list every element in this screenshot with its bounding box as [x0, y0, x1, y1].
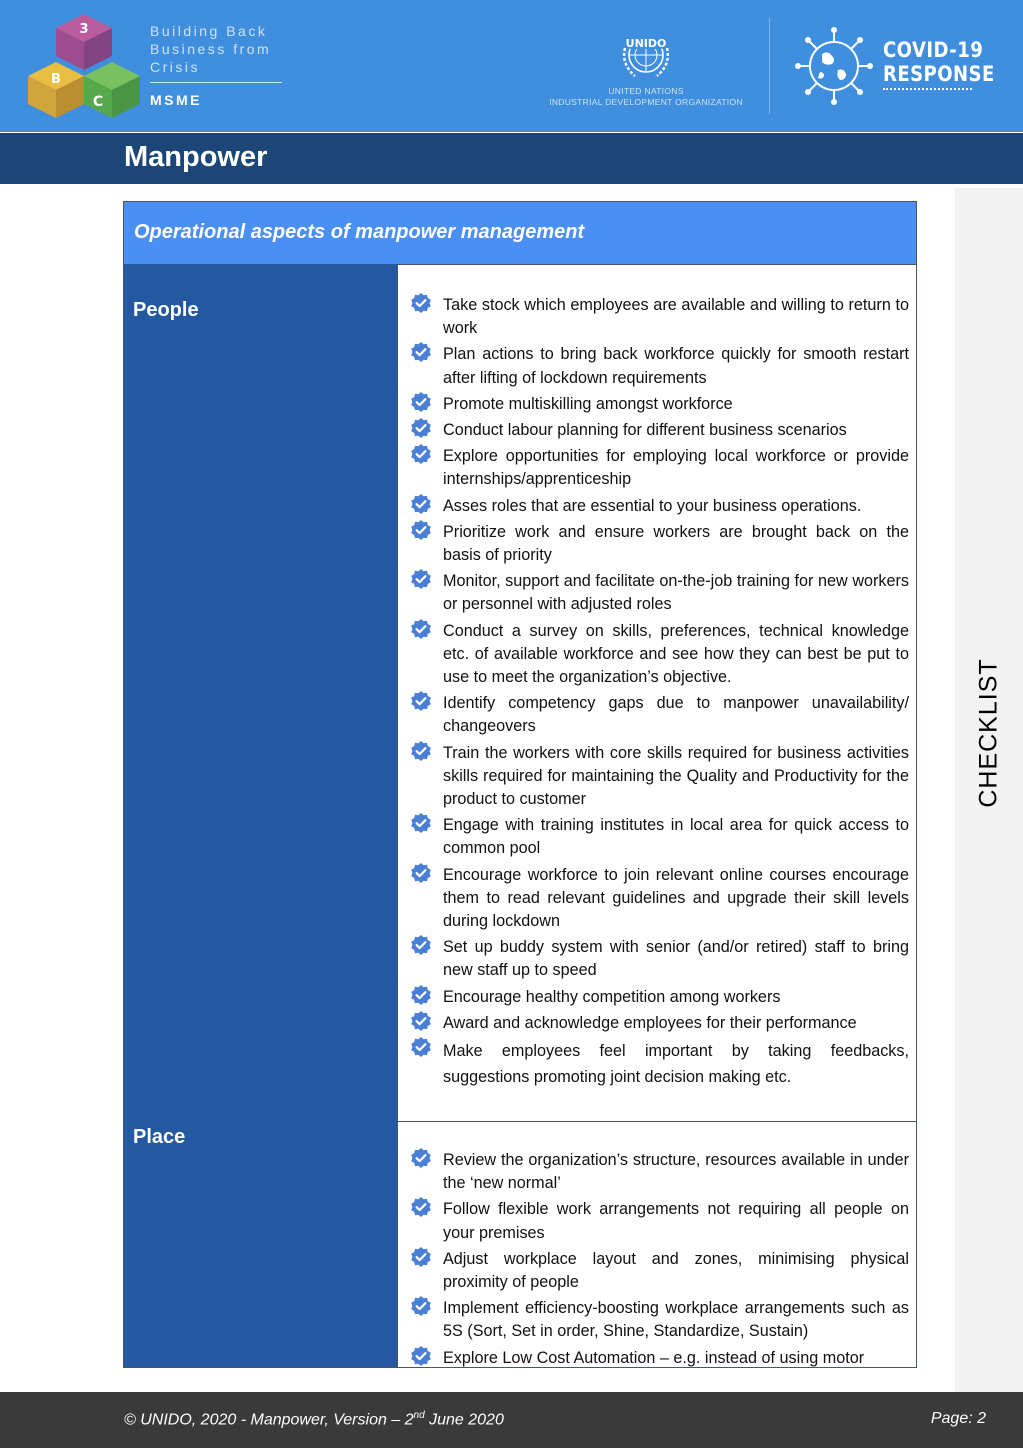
- un-emblem-icon: [617, 24, 675, 82]
- check-badge-icon: [410, 984, 432, 1006]
- list-item: Award and acknowledge employees for their performance: [410, 1012, 909, 1035]
- covid-globe-icon: [792, 24, 876, 108]
- check-badge-icon: [410, 812, 432, 834]
- check-badge-icon: [410, 1147, 432, 1169]
- people-checklist: [410, 294, 909, 1093]
- cube-logo-icon: [28, 10, 140, 122]
- check-badge-icon: [410, 443, 432, 465]
- page-title: Manpower: [124, 141, 268, 173]
- list-item: Implement efficiency-boosting workplace arrangements such as 5S (Sort, Set in order, Shine, Standardize, Sustain): [410, 1297, 909, 1343]
- check-badge-icon: [410, 292, 432, 314]
- unido-subtitle: [540, 86, 752, 108]
- list-item: Prioritize work and ensure workers are brought back on the basis of priority: [410, 521, 909, 567]
- list-item: Conduct labour planning for different business scenarios: [410, 419, 909, 442]
- check-badge-icon: [410, 391, 432, 413]
- check-badge-icon: [410, 1196, 432, 1218]
- brand-text: [150, 22, 271, 76]
- check-badge-icon: [410, 1345, 432, 1367]
- table-row-place: [124, 1121, 917, 1368]
- page-number: Page: 2: [930, 1410, 986, 1427]
- brand-line-3: Crisis: [150, 59, 200, 75]
- cube-letter-c: C: [92, 94, 104, 110]
- check-badge-icon: [410, 862, 432, 884]
- list-item: Train the workers with core skills required for business activities skills required for maintaining the Quality and Productivity for the product to customer: [410, 742, 909, 812]
- list-item: Encourage healthy competition among workers: [410, 986, 909, 1009]
- check-badge-icon: [410, 1295, 432, 1317]
- list-item: Encourage workforce to join relevant online courses encourage them to read relevant guidelines and upgrade their skill levels during lockdown: [410, 864, 909, 934]
- list-item: Explore opportunities for employing local workforce or provide internships/apprenticeship: [410, 445, 909, 491]
- brand-line-2: Business from: [150, 41, 272, 57]
- check-badge-icon: [410, 934, 432, 956]
- covid-line-1: COVID-19: [883, 38, 984, 62]
- list-item: Review the organization’s structure, resources available in under the ‘new normal’: [410, 1149, 909, 1195]
- cube-letter-3: 3: [79, 22, 89, 37]
- category-cell: [124, 1121, 398, 1368]
- unido-wordmark: UNIDO: [625, 37, 667, 50]
- check-badge-icon: [410, 493, 432, 515]
- footer-copyright: © UNIDO, 2020 - Manpower, Version – 2nd June 2020: [124, 1410, 504, 1429]
- check-badge-icon: [410, 417, 432, 439]
- list-item: Explore Low Cost Automation – e.g. instead of using motor: [410, 1347, 909, 1368]
- page-header: [0, 0, 1023, 132]
- check-badge-icon: [410, 1246, 432, 1268]
- brand-msme: MSME: [150, 92, 202, 108]
- covid-response-title: [883, 38, 995, 86]
- unido-sub-line-2: INDUSTRIAL DEVELOPMENT ORGANIZATION: [549, 97, 743, 107]
- table-header: [124, 202, 917, 265]
- cube-letter-b: B: [51, 72, 61, 87]
- category-label-people: People: [133, 299, 199, 321]
- list-item: Conduct a survey on skills, preferences, technical knowledge etc. of available workforce and see how they can best be put to use to meet the organization’s objective.: [410, 620, 909, 690]
- list-item: Asses roles that are essential to your business operations.: [410, 495, 909, 518]
- list-item: Take stock which employees are available and willing to return to work: [410, 294, 909, 340]
- list-item: Engage with training institutes in local area for quick access to common pool: [410, 814, 909, 860]
- list-item: Promote multiskilling amongst workforce: [410, 393, 909, 416]
- check-badge-icon: [410, 1010, 432, 1032]
- check-badge-icon: [410, 1036, 432, 1058]
- table-row-people: [124, 264, 917, 1122]
- checklist-label: CHECKLIST: [974, 658, 1003, 808]
- place-checklist: [410, 1149, 909, 1368]
- list-item: Adjust workplace layout and zones, minimising physical proximity of people: [410, 1248, 909, 1294]
- checklist-table: [123, 201, 917, 1368]
- check-badge-icon: [410, 740, 432, 762]
- list-item: Make employees feel important by taking feedbacks, suggestions promoting joint decision making etc.: [410, 1038, 909, 1090]
- check-badge-icon: [410, 519, 432, 541]
- category-cell: [124, 264, 398, 1121]
- check-badge-icon: [410, 568, 432, 590]
- list-item: Plan actions to bring back workforce quickly for smooth restart after lifting of lockdown requirements: [410, 343, 909, 389]
- check-badge-icon: [410, 690, 432, 712]
- brand-line-1: Building Back: [150, 23, 268, 39]
- header-divider: [769, 18, 770, 114]
- check-badge-icon: [410, 618, 432, 640]
- list-item: Set up buddy system with senior (and/or retired) staff to bring new staff up to speed: [410, 936, 909, 982]
- covid-underline: [883, 88, 972, 90]
- category-label-place: Place: [133, 1126, 186, 1148]
- brand-divider: [150, 82, 282, 83]
- check-badge-icon: [410, 341, 432, 363]
- table-header-title: Operational aspects of manpower management: [134, 221, 585, 243]
- covid-line-2: RESPONSE: [883, 62, 995, 86]
- list-item: Identify competency gaps due to manpower unavailability/ changeovers: [410, 692, 909, 738]
- unido-sub-line-1: UNITED NATIONS: [608, 86, 684, 96]
- list-item: Follow flexible work arrangements not requiring all people on your premises: [410, 1198, 909, 1244]
- list-item: Monitor, support and facilitate on-the-job training for new workers or personnel with adjusted roles: [410, 570, 909, 616]
